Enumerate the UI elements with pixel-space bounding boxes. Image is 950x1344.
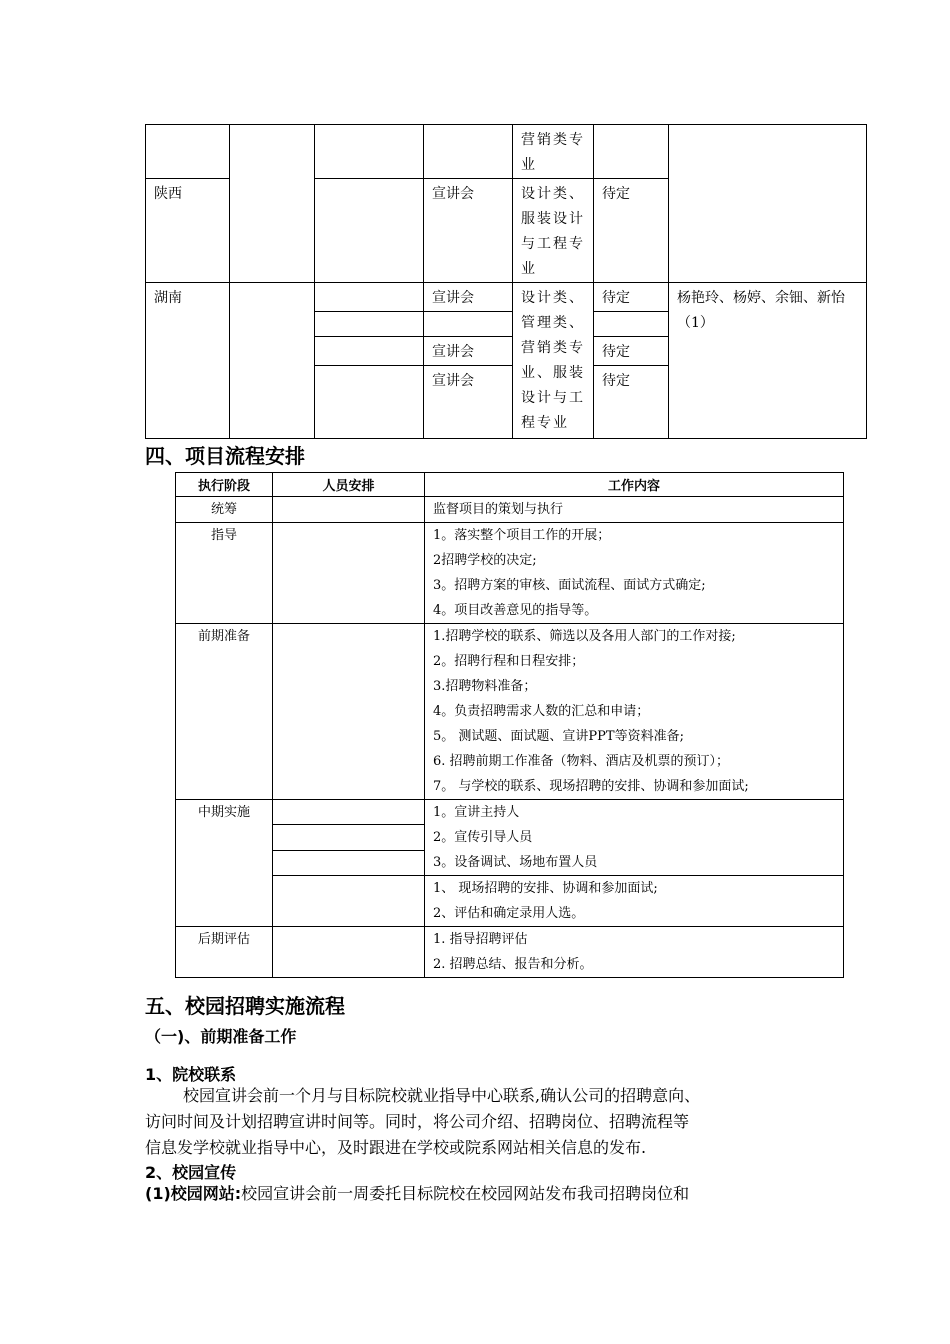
major-line: 设计类、 bbox=[521, 290, 585, 306]
status-cell bbox=[594, 125, 669, 179]
content-cell bbox=[425, 497, 844, 523]
content-line: 1. 指导招聘评估 bbox=[433, 932, 528, 947]
stage-cell: 后期评估 bbox=[176, 927, 273, 978]
content-line: 7。 与学校的联系、现场招聘的安排、协调和参加面试; bbox=[433, 779, 749, 794]
table-header-row bbox=[176, 473, 844, 497]
table-row bbox=[176, 523, 844, 624]
stage-cell: 指导 bbox=[176, 523, 273, 624]
staff-cell bbox=[273, 523, 425, 624]
empty-cell bbox=[315, 366, 424, 439]
table-row bbox=[146, 125, 867, 179]
staff-cell bbox=[273, 624, 425, 800]
form-cell: 宣讲会 bbox=[424, 337, 513, 366]
major-line: 管理类、 bbox=[521, 315, 585, 331]
paragraph-line: 信息发学校就业指导中心，及时跟进在学校或院系网站相关信息的发布. bbox=[145, 1138, 647, 1157]
empty-cell bbox=[315, 125, 424, 179]
status-cell: 待定 bbox=[594, 283, 669, 312]
major-cell bbox=[513, 179, 594, 283]
stage-cell: 前期准备 bbox=[176, 624, 273, 800]
empty-cell bbox=[315, 312, 424, 337]
major-line: 程专业 bbox=[521, 415, 569, 431]
empty-cell bbox=[315, 179, 424, 283]
paragraph-line: 访问时间及计划招聘宣讲时间等。同时，将公司介绍、招聘岗位、招聘流程等 bbox=[145, 1112, 690, 1131]
paragraph-line bbox=[145, 1181, 689, 1207]
status-cell: 待定 bbox=[594, 179, 669, 283]
staff-cell bbox=[273, 825, 425, 850]
header-stage: 执行阶段 bbox=[176, 473, 273, 497]
major-line: 业、服装 bbox=[521, 365, 585, 381]
content-line: 2招聘学校的决定; bbox=[433, 553, 537, 568]
province-cell bbox=[146, 125, 230, 179]
content-cell bbox=[425, 624, 844, 800]
content-line: 2. 招聘总结、报告和分析。 bbox=[433, 957, 593, 972]
status-cell: 待定 bbox=[594, 337, 669, 366]
section-5-title: 五、校园招聘实施流程 bbox=[145, 994, 345, 1018]
content-line: 4。项目改善意见的指导等。 bbox=[433, 603, 598, 618]
table-row bbox=[176, 876, 844, 927]
major-line: 业 bbox=[521, 157, 537, 173]
item-1-title: 1、院校联系 bbox=[145, 1065, 237, 1084]
content-cell bbox=[425, 876, 844, 927]
item-2-title: 2、校园宣传 bbox=[145, 1163, 237, 1182]
content-line: 2。宣传引导人员 bbox=[433, 830, 533, 845]
stage-cell: 中期实施 bbox=[176, 800, 273, 927]
content-line: 6. 招聘前期工作准备（物料、酒店及机票的预订）； bbox=[433, 754, 730, 769]
content-line: 1、 现场招聘的安排、协调和参加面试; bbox=[433, 881, 658, 896]
table-row bbox=[176, 800, 844, 825]
province-cell: 湖南 bbox=[146, 283, 230, 439]
staff-cell bbox=[273, 927, 425, 978]
status-cell: 待定 bbox=[594, 366, 669, 439]
header-staff: 人员安排 bbox=[273, 473, 425, 497]
item-2-text: 校园宣讲会前一周委托目标院校在校园网站发布我司招聘岗位和 bbox=[241, 1184, 690, 1203]
content-line: 2。招聘行程和日程安排； bbox=[433, 654, 585, 669]
staff-cell bbox=[273, 850, 425, 875]
content-line: 3.招聘物料准备； bbox=[433, 679, 537, 694]
table-row bbox=[146, 283, 867, 312]
content-cell bbox=[425, 800, 844, 876]
people-line: 杨艳玲、杨婷、余钿、新怡 bbox=[677, 290, 845, 306]
header-content: 工作内容 bbox=[425, 473, 844, 497]
form-cell bbox=[424, 125, 513, 179]
content-line: 2、评估和确定录用人选。 bbox=[433, 906, 585, 921]
major-line: 与工程专 bbox=[521, 236, 585, 252]
form-cell: 宣讲会 bbox=[424, 366, 513, 439]
content-line: 监督项目的策划与执行 bbox=[433, 502, 564, 517]
content-line: 1。落实整个项目工作的开展； bbox=[433, 528, 611, 543]
form-cell: 宣讲会 bbox=[424, 283, 513, 312]
staff-cell bbox=[273, 497, 425, 523]
content-line: 1。宣讲主持人 bbox=[433, 805, 520, 820]
people-line: （1） bbox=[677, 315, 714, 331]
stage-cell: 统筹 bbox=[176, 497, 273, 523]
content-line: 1.招聘学校的联系、筛选以及各用人部门的工作对接; bbox=[433, 629, 736, 644]
form-cell: 宣讲会 bbox=[424, 179, 513, 283]
people-cell bbox=[669, 125, 867, 283]
major-line: 业 bbox=[521, 261, 537, 277]
major-line: 服装设计 bbox=[521, 211, 585, 227]
table-row bbox=[176, 927, 844, 978]
major-cell bbox=[513, 283, 594, 439]
people-cell bbox=[669, 283, 867, 439]
table-row bbox=[176, 624, 844, 800]
staff-cell bbox=[273, 800, 425, 825]
content-line: 3。招聘方案的审核、面试流程、面试方式确定; bbox=[433, 578, 706, 593]
content-line: 4。负责招聘需求人数的汇总和申请； bbox=[433, 704, 650, 719]
major-line: 设计类、 bbox=[521, 186, 585, 202]
content-line: 3。设备调试、场地布置人员 bbox=[433, 855, 598, 870]
section-4-title: 四、项目流程安排 bbox=[145, 444, 305, 468]
paragraph-line: 校园宣讲会前一个月与目标院校就业指导中心联系,确认公司的招聘意向、 bbox=[183, 1086, 701, 1105]
major-line: 营销类专 bbox=[521, 340, 585, 356]
content-line: 5。 测试题、面试题、宣讲PPT等资料准备; bbox=[433, 729, 684, 744]
item-2-label: (1)校园网站: bbox=[145, 1184, 242, 1203]
form-cell bbox=[424, 312, 513, 337]
schedule-table bbox=[145, 124, 867, 439]
content-cell bbox=[425, 523, 844, 624]
empty-cell bbox=[315, 337, 424, 366]
table-row bbox=[176, 497, 844, 523]
major-cell bbox=[513, 125, 594, 179]
empty-cell bbox=[230, 283, 315, 439]
major-line: 设计与工 bbox=[521, 390, 585, 406]
empty-cell bbox=[315, 283, 424, 312]
empty-cell bbox=[230, 125, 315, 283]
status-cell bbox=[594, 312, 669, 337]
project-flow-table bbox=[175, 472, 844, 978]
province-cell: 陕西 bbox=[146, 179, 230, 283]
subsection-title: （一)、前期准备工作 bbox=[145, 1027, 297, 1046]
major-line: 营销类专 bbox=[521, 132, 585, 148]
staff-cell bbox=[273, 876, 425, 927]
content-cell bbox=[425, 927, 844, 978]
